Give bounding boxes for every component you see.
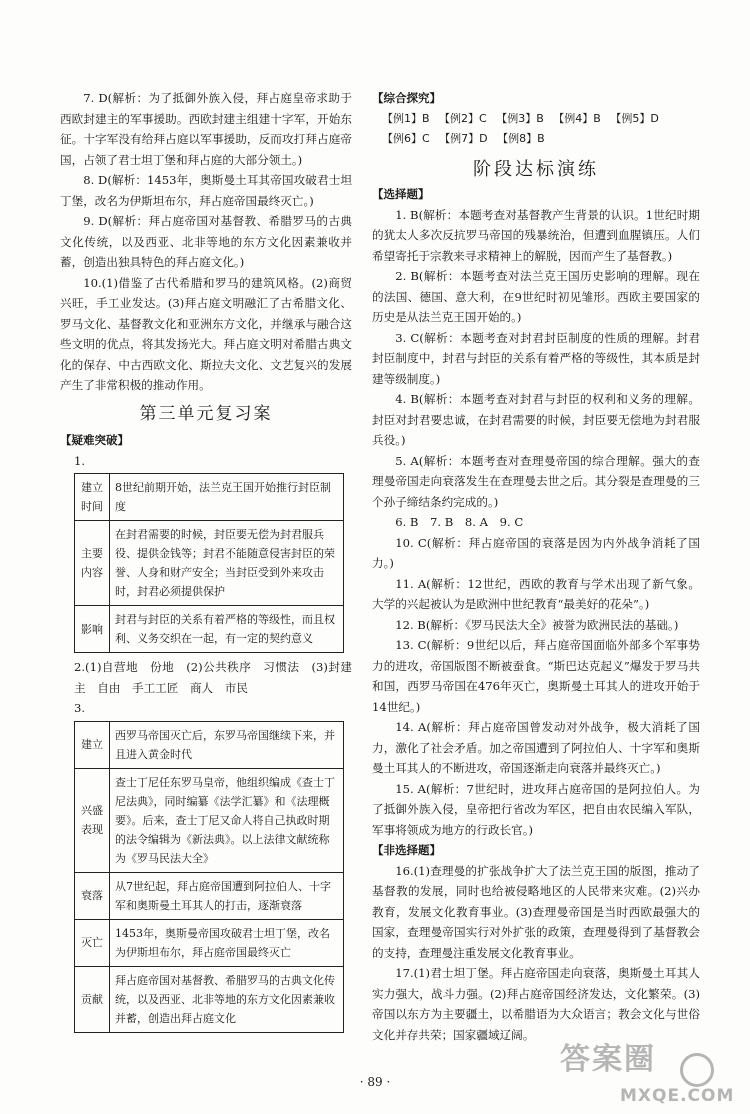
right-column xyxy=(372,88,700,1045)
left-column xyxy=(60,88,352,1037)
answer-16: 16.(1)查理曼的扩张战争扩大了法兰克王国的版图，推动了基督教的发展，同时也给被侵略地区的人民带来灾难。(2)兴办教育，发展文化教育事业。(3)查理曼帝国是当时西欧最强大的国家，查理曼帝国实行对外扩张的政策，查理曼得到了基督教会的支持，查理曼注重发展文化教育事业。 xyxy=(372,863,700,960)
answer-13: 13. C(解析：9世纪以后，拜占庭帝国面临外部多个军事势力的进攻，帝国版图不断被蚕食。“斯巴达克起义”爆发于罗马共和国，西罗马帝国在476年灭亡，奥斯曼土耳其人的进攻开始于14世纪。) xyxy=(372,638,700,714)
table-cell-body: 1453年，奥斯曼帝国攻破君士坦丁堡，改名为伊斯坦布尔，拜占庭帝国最终灭亡 xyxy=(110,919,344,966)
table-cell-body: 查士丁尼任东罗马皇帝，他组织编成《查士丁尼法典》，同时编纂《法学汇纂》和《法理概要》。后来，查士丁尼又命人将自己执政时期的法令编辑为《新法典》。以上法律文献统称为《罗马民法大全》 xyxy=(110,768,344,872)
example-answer: 【例1】B xyxy=(382,111,430,125)
table-cell-head: 主要内容 xyxy=(75,521,110,606)
table-cell-body: 在封君需要的时候，封臣要无偿为封君服兵役、提供金钱等；封君不能随意侵害封臣的荣誉、人身和财产安全；当封臣受到外来攻击时，封君必须提供保护 xyxy=(110,521,344,606)
answer-10: 10. C(解析：拜占庭帝国的衰落是因为内外战争消耗了国力。) xyxy=(372,535,700,570)
answer-10: 10.(1)借鉴了古代希腊和罗马的建筑风格。(2)商贸兴旺，手工业发达。(3)拜占庭文明融汇了古希腊文化、罗马文化、基督教文化和亚洲东方文化，并继承与融合这些文明的优点，将其发扬光大。拜占庭文明对希腊古典文化的保存、中古西欧文化、斯拉夫文化、文艺复兴的发展产生了非常积极的推动作用。 xyxy=(60,275,352,392)
byzantine-table xyxy=(74,721,344,1033)
example-answer: 【例4】B xyxy=(553,111,601,125)
table-cell-head: 贡献 xyxy=(75,966,110,1032)
table-cell-head: 建立时间 xyxy=(75,474,110,521)
table-row xyxy=(75,768,344,872)
table-cell-head: 建立 xyxy=(75,721,110,768)
examples-line-2 xyxy=(372,129,700,150)
table3-number: 3. xyxy=(74,701,86,715)
watermark-text: 答案圈 xyxy=(560,1042,656,1077)
answer-11: 11. A(解析：12世纪，西欧的教育与学术出现了新气象。大学的兴起被认为是欧洲中世纪教育“最美好的花朵”。) xyxy=(372,576,700,611)
answer-t2: 2.(1)自营地 份地 (2)公共秩序 习惯法 (3)封建主 自由 手工工匠 商人 市民 xyxy=(74,660,352,695)
table-cell-head: 衰落 xyxy=(75,872,110,919)
watermark-url: MXQE.COM xyxy=(620,1086,735,1106)
table1-number: 1. xyxy=(74,453,86,468)
answer-9: 9. D(解析：拜占庭帝国对基督教、希腊罗马的古典文化传统，以及西亚、北非等地的东方文化因素兼收并蓄，创造出独具特色的拜占庭文化。) xyxy=(60,214,352,269)
answer-2: 2. B(解析：本题考查对法兰克王国历史影响的理解。现在的法国、德国、意大利，在9世纪时初见雏形。西欧主要国家的历史是从法兰克王国开始的。) xyxy=(372,269,700,324)
table-cell-head: 兴盛表现 xyxy=(75,768,110,872)
answer-5: 5. A(解析：本题考查对查理曼帝国的综合理解。强大的查理曼帝国走向衰落发生在查理曼去世之后。其分裂是查理曼的三个孙子缔结条约完成的。) xyxy=(372,453,700,509)
section-tag-difficulty: 【疑难突破】 xyxy=(60,433,129,447)
example-answer: 【例7】D xyxy=(439,132,488,145)
answer-8: 8. D(解析：1453年，奥斯曼土耳其帝国攻破君士坦丁堡，改名为伊斯坦布尔，拜占庭帝国最终灭亡。) xyxy=(60,173,352,208)
example-answer: 【例2】C xyxy=(439,111,487,125)
answer-12: 12. B(解析：《罗马民法大全》被誉为欧洲民法的基础。) xyxy=(395,617,679,632)
answer-6-9: 6. B 7. B 8. A 9. C xyxy=(395,515,524,529)
example-answer: 【例8】B xyxy=(497,132,545,145)
examples-line-1 xyxy=(372,109,700,130)
table-cell-body: 8世纪前期开始，法兰克王国开始推行封臣制度 xyxy=(110,474,344,521)
answer-17: 17.(1)君士坦丁堡。拜占庭帝国走向衰落，奥斯曼土耳其人实力强大，战斗力强。(2)拜占庭帝国经济发达，文化繁荣。(3)帝国以东方为主要疆土，以希腊语为大众语言；教会文化与世俗文化并存共荣；国家疆域辽阔。 xyxy=(372,966,700,1042)
unit-title: 第三单元复习案 xyxy=(139,403,273,424)
example-answer: 【例5】D xyxy=(610,111,659,125)
section-tag-nonchoice: 【非选择题】 xyxy=(372,843,441,857)
table-cell-body: 西罗马帝国灭亡后，东罗马帝国继续下来，并且进入黄金时代 xyxy=(110,721,344,768)
watermark-circle-icon xyxy=(680,1053,714,1087)
table-row xyxy=(75,521,344,606)
answer-14: 14. A(解析：拜占庭帝国曾发动对外战争，极大消耗了国力，激化了社会矛盾。加之帝国遭到了阿拉伯人、十字军和奥斯曼土耳其人的不断进攻，帝国逐渐走向衰落并最终灭亡。) xyxy=(372,720,700,775)
stage-title: 阶段达标演练 xyxy=(473,158,599,180)
section-tag-comprehensive: 【综合探究】 xyxy=(372,91,441,105)
watermark-logo xyxy=(560,1042,745,1110)
table-cell-body: 从7世纪起，拜占庭帝国遭到阿拉伯人、十字军和奥斯曼土耳其人的打击，逐渐衰落 xyxy=(110,872,344,919)
table-row xyxy=(75,606,344,653)
section-tag-choice: 【选择题】 xyxy=(372,187,430,201)
answer-1: 1. B(解析：本题考查对基督教产生背景的认识。1世纪时期的犹太人多次反抗罗马帝国的残暴统治，但遭到血腥镇压。人们希望寄托于宗教来寻求精神上的解脱，因而产生了基督教。) xyxy=(372,207,700,263)
table-row xyxy=(75,474,344,521)
answer-3: 3. C(解析：本题考查对封君封臣制度的性质的理解。封君封臣制度中，封君与封臣的关系有着严格的等级性，其本质是封建等级制度。) xyxy=(372,330,700,386)
table-cell-body: 拜占庭帝国对基督教、希腊罗马的古典文化传统，以及西亚、北非等地的东方文化因素兼收并蓄，创造出拜占庭文化 xyxy=(110,966,344,1032)
example-answer: 【例6】C xyxy=(382,132,430,145)
feudal-system-table xyxy=(74,473,344,653)
table-row xyxy=(75,966,344,1032)
table-cell-head: 灭亡 xyxy=(75,919,110,966)
example-answer: 【例3】B xyxy=(496,111,544,125)
table-row xyxy=(75,721,344,768)
answer-15: 15. A(解析：7世纪时，进攻拜占庭帝国的是阿拉伯人。为了抵御外族入侵，皇帝把行省改为军区，把自由农民编入军队，军事将领成为地方的行政长官。) xyxy=(372,781,700,837)
page-number: · 89 · xyxy=(359,1075,391,1089)
answer-7: 7. D(解析：为了抵御外族入侵，拜占庭皇帝求助于西欧封建主的军事援助。西欧封建主组建十字军，开始东征。十字军没有给拜占庭以军事援助，反而攻打拜占庭帝国，占领了君士坦丁堡和拜占庭的大部分领土。) xyxy=(60,91,352,167)
answer-4: 4. B(解析：本题考查对封君与封臣的权利和义务的理解。封臣对封君要忠诚，在封君需要的时候，封臣要无偿地为封君服兵役。) xyxy=(372,392,700,447)
table-cell-head: 影响 xyxy=(75,606,110,653)
table-row xyxy=(75,872,344,919)
table-cell-body: 封君与封臣的关系有着严格的等级性，而且权利、义务交织在一起，有一定的契约意义 xyxy=(110,606,344,653)
table-row xyxy=(75,919,344,966)
